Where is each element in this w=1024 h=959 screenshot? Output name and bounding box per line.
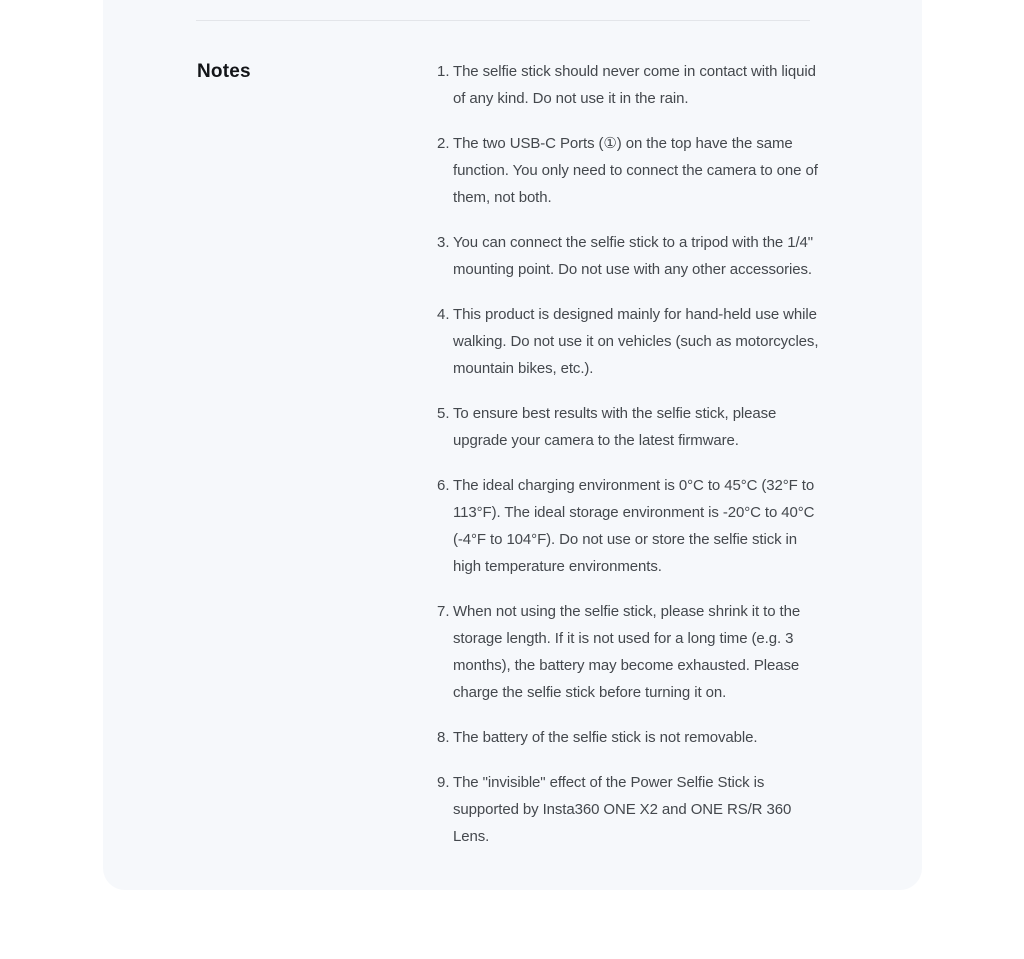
section-heading: Notes <box>197 61 251 82</box>
note-item <box>437 769 829 850</box>
section-divider <box>196 20 810 21</box>
note-number: 9. <box>437 774 450 791</box>
note-number: 3. <box>437 234 450 251</box>
note-text: The battery of the selfie stick is not removable. <box>453 729 758 746</box>
note-text: To ensure best results with the selfie stick, please upgrade your camera to the latest firmware. <box>453 405 777 449</box>
manual-card <box>103 0 922 890</box>
note-number: 1. <box>437 63 450 80</box>
note-item <box>437 229 829 283</box>
note-item <box>437 598 829 706</box>
note-text: The two USB-C Ports (①) on the top have the same function. You only need to connect the camera to one of them, not both. <box>453 135 818 206</box>
note-number: 4. <box>437 306 450 323</box>
section-content-column <box>437 58 829 850</box>
note-text: This product is designed mainly for hand-held use while walking. Do not use it on vehicles (such as motorcycles, mountain bikes, etc.). <box>453 306 819 377</box>
note-item <box>437 724 829 751</box>
note-number: 5. <box>437 405 450 422</box>
note-number: 6. <box>437 477 450 494</box>
note-number: 2. <box>437 135 450 152</box>
note-item <box>437 130 829 211</box>
note-number: 8. <box>437 729 450 746</box>
note-text: When not using the selfie stick, please shrink it to the storage length. If it is not used for a long time (e.g. 3 months), the battery may become exhausted. Please charge the selfie stick before turning it on. <box>453 603 801 701</box>
note-text: You can connect the selfie stick to a tripod with the 1/4" mounting point. Do not use with any other accessories. <box>453 234 814 278</box>
note-number: 7. <box>437 603 450 620</box>
section-label-column <box>197 58 437 85</box>
note-text: The ideal charging environment is 0°C to 45°C (32°F to 113°F). The ideal storage environment is -20°C to 40°C (-4°F to 104°F). Do not use or store the selfie stick in high temperature environments. <box>453 477 815 575</box>
note-item <box>437 58 829 112</box>
notes-section <box>197 58 829 850</box>
note-item <box>437 472 829 580</box>
note-text: The "invisible" effect of the Power Selfie Stick is supported by Insta360 ONE X2 and ONE RS/R 360 Lens. <box>453 774 792 845</box>
notes-list <box>437 58 829 850</box>
note-item <box>437 301 829 382</box>
note-item <box>437 400 829 454</box>
note-text: The selfie stick should never come in contact with liquid of any kind. Do not use it in the rain. <box>453 63 816 107</box>
